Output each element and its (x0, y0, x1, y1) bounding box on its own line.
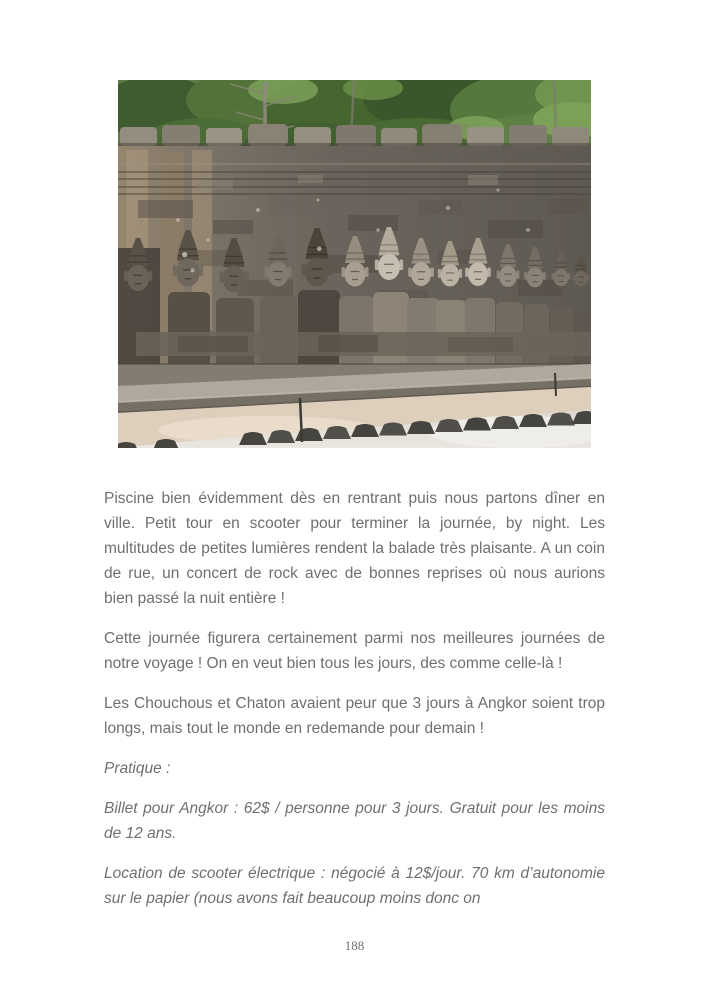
paragraph-evening: Piscine bien évidemment dès en rentrant puis nous partons dîner en ville. Petit tour en scooter pour terminer la journée, by night. Les multitudes de petites lumières rendent la balade très plaisante. A un coin de rue, un concert de rock avec de bonnes reprises où nous aurions bien passé la nuit entière ! (104, 490, 605, 607)
body-text (104, 486, 605, 926)
paragraph-pratique-heading: Pratique : (104, 760, 171, 777)
paragraph-billet: Billet pour Angkor : 62$ / personne pour 3 jours. Gratuit pour les moins de 12 ans. (104, 800, 605, 842)
page-number: 188 (344, 938, 365, 953)
photo-angkor-statues (118, 80, 591, 448)
paragraph-location-scooter: Location de scooter électrique : négocié à 12$/jour. 70 km d’autonomie sur le papier (nous avons fait beaucoup moins donc on (104, 865, 605, 907)
paragraph-best-day: Cette journée figurera certainement parmi nos meilleures journées de notre voyage ! On en veut bien tous les jours, des comme celle-là ! (104, 630, 605, 672)
paragraph-chouchous: Les Chouchous et Chaton avaient peur que 3 jours à Angkor soient trop longs, mais tout le monde en redemande pour demain ! (104, 695, 605, 737)
